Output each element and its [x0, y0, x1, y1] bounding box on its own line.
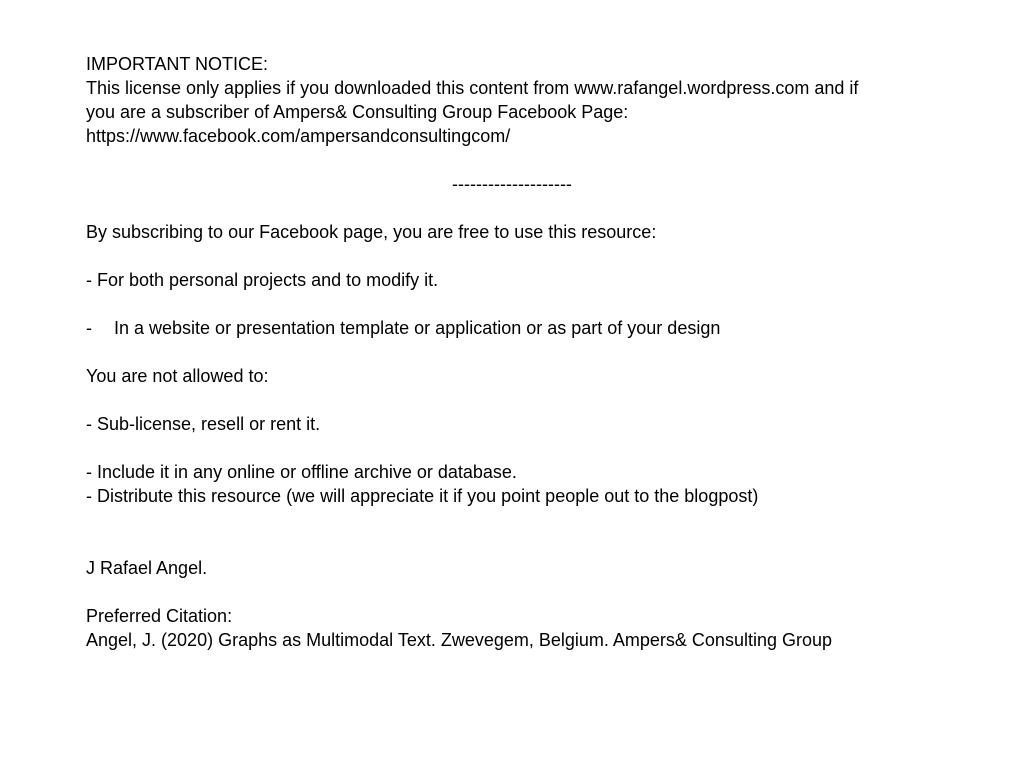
permission-item-website [86, 316, 720, 340]
citation-label: Preferred Citation: [86, 606, 233, 626]
permission-item-website-text: In a website or presentation template or application or as part of your design [114, 318, 721, 338]
permissions-intro: By subscribing to our Facebook page, you are free to use this resource: [86, 222, 657, 242]
author-name: J Rafael Angel. [86, 558, 208, 578]
restriction-item-distribute: - Distribute this resource (we will appreciate it if you point people out to the blogpost) [86, 486, 759, 506]
restriction-item-archive: - Include it in any online or offline archive or database. [86, 462, 517, 482]
facebook-url: https://www.facebook.com/ampersandconsultingcom/ [86, 126, 511, 146]
restriction-item-resell: - Sub-license, resell or rent it. [86, 414, 321, 434]
restrictions-intro: You are not allowed to: [86, 366, 269, 386]
list-dash: - [86, 318, 92, 338]
permission-item-personal: - For both personal projects and to modify it. [86, 270, 439, 290]
notice-heading: IMPORTANT NOTICE: [86, 54, 269, 74]
license-text-line-1: This license only applies if you downloaded this content from www.rafangel.wordpress.com and if [86, 78, 859, 98]
citation-text: Angel, J. (2020) Graphs as Multimodal Text. Zwevegem, Belgium. Ampers& Consulting Group [86, 630, 833, 650]
separator-line: -------------------- [452, 174, 572, 194]
license-text-line-2: you are a subscriber of Ampers& Consulting Group Facebook Page: [86, 102, 629, 122]
